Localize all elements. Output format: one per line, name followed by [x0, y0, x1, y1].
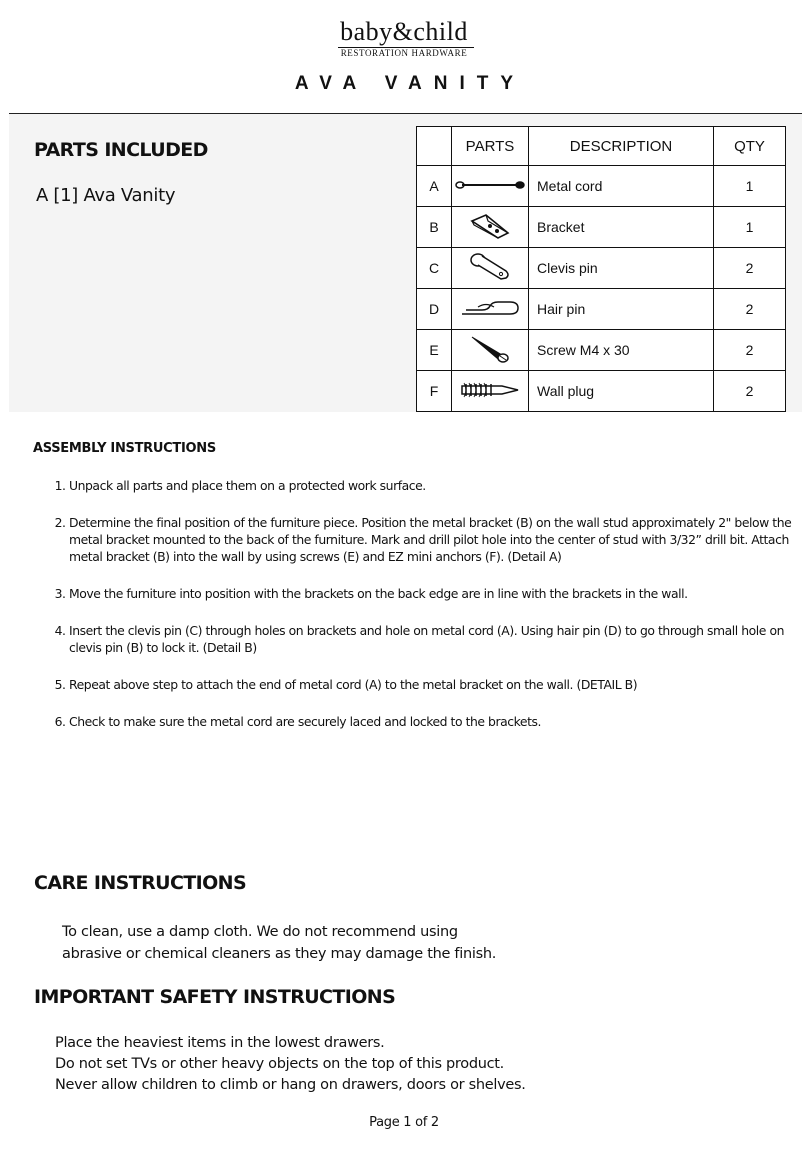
- table-row: [417, 371, 786, 412]
- safety-instructions-heading: IMPORTANT SAFETY INSTRUCTIONS: [34, 986, 396, 1008]
- part-qty: 1: [714, 207, 786, 248]
- clevis-pin-icon: [452, 248, 529, 289]
- part-letter: B: [417, 207, 452, 248]
- brand-logo-text: baby&child: [340, 17, 468, 46]
- assembly-instructions-heading: ASSEMBLY INSTRUCTIONS: [33, 441, 216, 456]
- header-description: DESCRIPTION: [529, 127, 714, 166]
- part-description: Metal cord: [529, 166, 714, 207]
- wall-plug-icon: [452, 371, 529, 412]
- table-row: [417, 248, 786, 289]
- header-parts: PARTS: [452, 127, 529, 166]
- list-item: 2. Determine the final position of the furniture piece. Position the metal bracket (B) on the wall stud approximately 2" below the metal bracket mounted to the back of the furniture. Mark and drill pilot hole into the center of stud with 3/32” drill bit. Attach metal bracket (B) into the wall by using screws (E) and EZ mini anchors (F). (Detail A): [69, 514, 808, 565]
- header-letter: [417, 127, 452, 166]
- parts-table: [416, 126, 786, 412]
- screw-icon: [452, 330, 529, 371]
- care-line: To clean, use a damp cloth. We do not recommend using: [62, 924, 458, 940]
- safety-line: Place the heaviest items in the lowest drawers.: [55, 1035, 385, 1051]
- parts-table-header-row: [417, 127, 786, 166]
- bracket-icon: [452, 207, 529, 248]
- part-letter: C: [417, 248, 452, 289]
- part-letter: E: [417, 330, 452, 371]
- page-title: AVA VANITY: [294, 73, 526, 94]
- part-description: Hair pin: [529, 289, 714, 330]
- header-qty: QTY: [714, 127, 786, 166]
- list-item: 3. Move the furniture into position with the brackets on the back edge are in line with the brackets in the wall.: [69, 585, 808, 602]
- part-qty: 2: [714, 248, 786, 289]
- part-qty: 1: [714, 166, 786, 207]
- metal-cord-icon: [452, 166, 529, 207]
- care-instructions-text: [62, 921, 496, 965]
- part-description: Clevis pin: [529, 248, 714, 289]
- table-row: [417, 166, 786, 207]
- assembly-steps-list: [40, 477, 808, 730]
- list-item: 4. Insert the clevis pin (C) through holes on brackets and hole on metal cord (A). Using hair pin (D) to go through small hole on clevis pin (B) to lock it. (Detail B): [69, 622, 808, 656]
- safety-instructions-text: [55, 1033, 526, 1096]
- brand-subtitle: RESTORATION HARDWARE: [340, 48, 468, 58]
- part-letter: F: [417, 371, 452, 412]
- page-number: Page 1 of 2: [369, 1115, 439, 1130]
- part-letter: A: [417, 166, 452, 207]
- part-qty: 2: [714, 289, 786, 330]
- part-description: Bracket: [529, 207, 714, 248]
- part-description: Wall plug: [529, 371, 714, 412]
- hair-pin-icon: [452, 289, 529, 330]
- part-qty: 2: [714, 330, 786, 371]
- part-letter: D: [417, 289, 452, 330]
- list-item: 5. Repeat above step to attach the end of metal cord (A) to the metal bracket on the wall. (DETAIL B): [69, 676, 808, 693]
- safety-line: Do not set TVs or other heavy objects on the top of this product.: [55, 1056, 504, 1072]
- table-row: [417, 207, 786, 248]
- parts-included-item: A [1] Ava Vanity: [36, 185, 176, 206]
- part-qty: 2: [714, 371, 786, 412]
- table-row: [417, 330, 786, 371]
- part-description: Screw M4 x 30: [529, 330, 714, 371]
- list-item: 6. Check to make sure the metal cord are securely laced and locked to the brackets.: [69, 713, 808, 730]
- table-row: [417, 289, 786, 330]
- care-line: abrasive or chemical cleaners as they may damage the finish.: [62, 946, 497, 962]
- care-instructions-heading: CARE INSTRUCTIONS: [34, 872, 247, 894]
- list-item: 1. Unpack all parts and place them on a protected work surface.: [69, 477, 808, 494]
- safety-line: Never allow children to climb or hang on drawers, doors or shelves.: [55, 1077, 526, 1093]
- parts-included-heading: PARTS INCLUDED: [34, 139, 208, 161]
